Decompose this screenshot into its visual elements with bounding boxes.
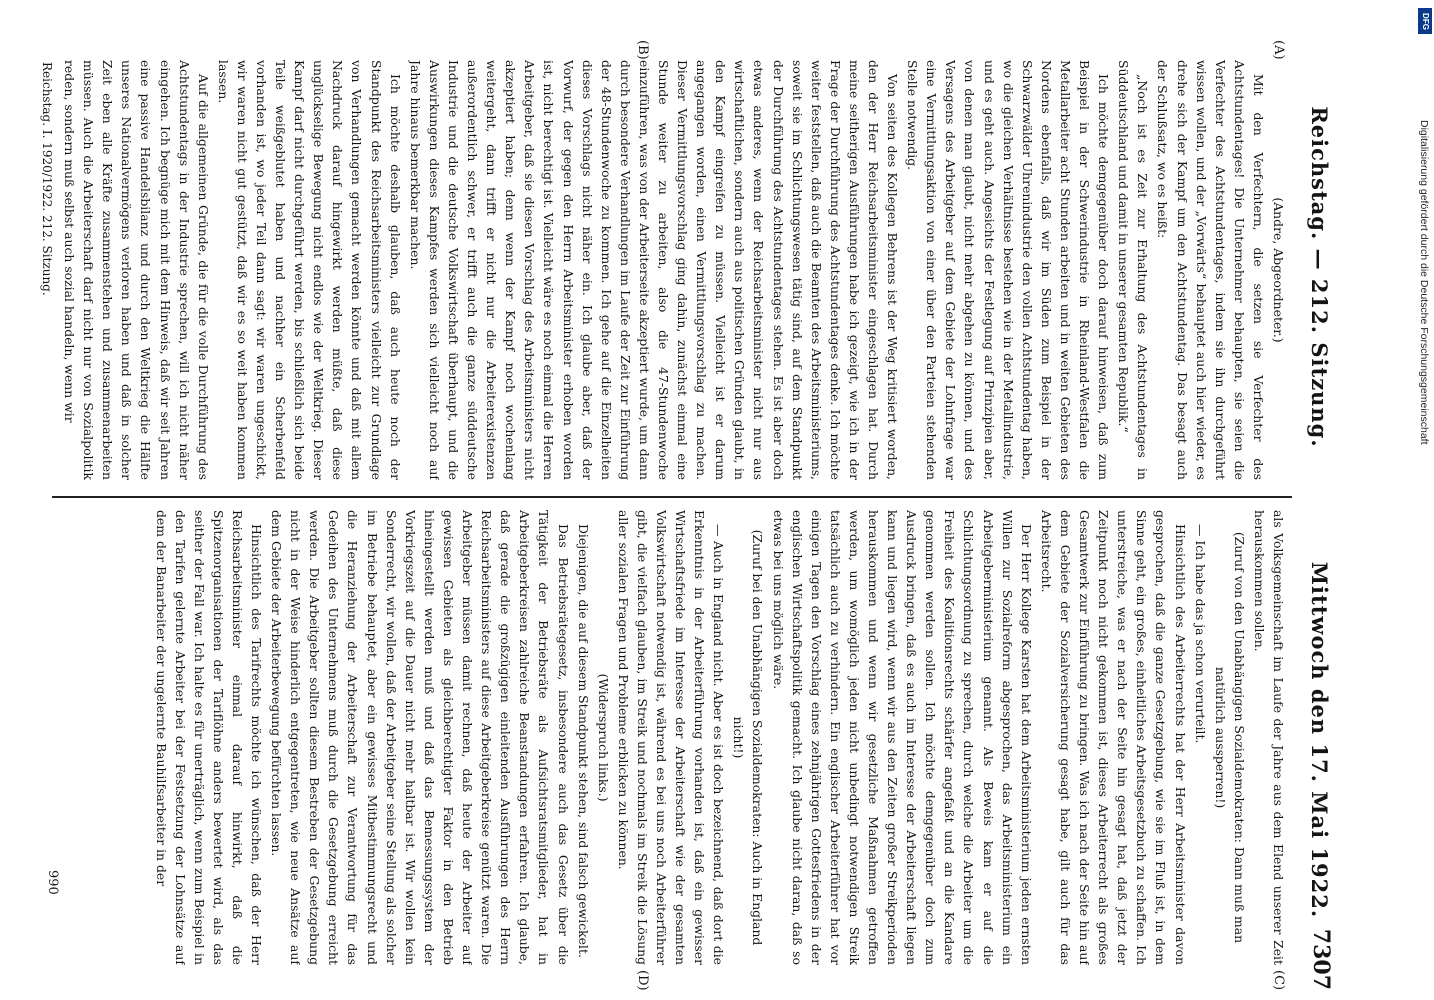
paragraph: — Ich habe das ja schon verurteilt. [1192,524,1208,744]
paragraph: „Noch ist es Zeit zur Erhaltung des Achtstundentages in Süddeutschland und damit in unserer gesamten Republik.“ [1116,60,1151,480]
margin-mark-d: (D) [635,970,650,991]
margin-mark-b: (B) [635,40,650,60]
running-header-left: Reichstag. — 212. Sitzung. [1307,106,1332,448]
paragraph: — Auch in England nicht. Aber es ist doch bezeichnend, daß dort die Erkenntnis in der Arbeiterführung vorhanden ist, daß ein gewisser Wirtschaftsfriede im Interesse der Arbeiterschaft wie der gesamten Volkswirtschaft notwendig ist, während es bei uns noch Arbeiterführer gibt, die vielfach glauben, im Streik und nochmals im Streik die Lösung aller sozialen Fragen und Probleme erblicken zu können. [615,510,727,965]
paragraph: als Volksgemeinschaft im Laufe der Jahre aus dem Elend unserer Zeit herauskommen sollen. [1251,510,1286,965]
paragraph: Diejenigen, die auf diesem Standpunkt stehen, sind falsch gewickelt. [575,524,591,958]
margin-mark-c: (C) [1271,970,1286,991]
paragraph: Hinsichtlich des Tarifrechts möchte ich wünschen, daß der Herr Reichsarbeitsminister einmal darauf hinwirkt, daß die Spitzenorganisationen der Tariflöhne anders bewertet wird, als das seither der Fall war. Ich halte es für unerträglich, wenn zum Beispiel in den Tarifen gelernte Arbeiter bei der Festsetzung der Lohnsätze auf dem der Banarbeiter der ungelernte Bauhilfsarbeiter in der [153,510,265,965]
paragraph: Ich möchte deshalb glauben, daß auch heute noch der Standpunkt des Reichsarbeitsministers vielleicht zur Grundlage von Verhandlungen gemacht werden könnte und daß mit allem Nachdruck darauf hingewirkt werden müßte, daß diese unglückselige Bewegung nicht endlos wie der Weltkrieg. Dieser Kampf darf nicht durchgeführt werden, bis schließlich sich beide Teile weißgeblutet haben und nachher ein Scherbenfeld vorhanden ist, wo jeder Teil dann sagt: wir waren ungeschickt, wir waren nicht gut gestützt, daß wir es so weit haben kommen lassen. [215,60,403,480]
paragraph: Hinsichtlich des Arbeiterrechts hat der Herr Arbeitsminister davon gesprochen, daß die ganze Gesetzgebung, wie sie im Fluß ist, in dem Sinne geht, ein großes, einheitliches Arbeitsgesetzbuch zu schaffen. Ich unterstreiche, was er nach der Seite hin gesagt hat, daß jetzt der Zeitpunkt noch nicht gekommen ist, dieses Arbeiterrecht als großes Gesamtwerk zur Einführung zu bringen. Was ich nach der Seite hin auf dem Gebiete der Sozialversicherung gesagt habe, gilt auch für das Arbeitsrecht. [1038,510,1188,965]
margin-mark-a: (A) [1271,40,1286,60]
paragraph: (Zuruf bei den Unabhängigen Sozialdemokraten: Auch in England nicht!) [731,529,766,946]
paragraph: (Widerspruch links.) [595,673,611,802]
paragraph: Auf die allgemeinen Gründe, die für die volle Durchführung des Achtstundentags in der Industrie sprechen, will ich nicht näher eingehen. Ich begnüge mich mit dem Hinweis, daß wir seit Jahren eine passive Handelsbilanz und durch den Weltkrieg die Hälfte unseres Nationalvermögens verloren haben und daß in solcher Zeit eben alle Kräfte zusammenstehen und zusammenarbeiten müssen. Auch die Arbeiterschaft darf nicht nur von Sozialpolitik reden, sondern muß selbst auch sozial handeln, wenn wir [62,60,211,480]
page-number: 7307 [1308,928,1334,990]
paragraph: Der Herr Kollege Karsten hat dem Arbeitsministerium jeden ernsten Willen zur Sozialreform abgesprochen, das Arbeitsministerium ein Arbeitgeberministerium genannt. Als Beweis kam er auf die Schlichtungsordnung zu sprechen, durch welche die Arbeiter um die Freiheit des Koalitionsrechts schärfer angefaßt und an die Kandare genommen werden sollen. Ich möchte demgegenüber doch zum Ausdruck bringen, daß es auch im Interesse der Arbeiterschaft liegen kann und liegen wird, wenn wir aus den Zeiten großer Streikperioden herauskommen und wenn wir gesetzliche Maßnahmen getroffen werden, um womöglich jeden nicht unbedingt notwendigen Streik tatsächlich auch zu verhindern. Ein englischer Arbeiterführer hat vor einigen Tagen den Vorschlag eines zehnjährigen Gottesfriedens in der englischen Wirtschaftspolitik gemacht. Ich glaube nicht daran, daß so etwas bei uns möglich wäre. [770,510,1034,965]
column-divider [52,496,1292,498]
digitization-note: Digitalisierung gefördert durch die Deutsche Forschungsgemeinschaft [1418,120,1430,445]
running-header-right: Mittwoch den 17. Mai 1922. [1307,561,1332,919]
dfg-logo-icon: DFG [1418,8,1432,34]
right-text-column [58,510,1288,965]
paragraph: (Andre, Abgeordneter.) [1271,197,1286,343]
paragraph: Ich möchte demgegenüber doch darauf hinweisen, daß zum Beispiel in der Schwerindustrie in Rheinland-Westfalen die Metallarbeiter acht Stunden arbeiten und in weiten Gebieten des Nordens ebenfalls, daß wir im Süden zum Beispiel in der Schwarzwälder Uhrenindustrie den vollen Achtstundentag haben, wo die gleichen Verhältnisse bestehen wie in der Metallindustrie, und es geht auch. Angesichts der Festlegung auf Prinzipien aber, von denen man glaubt, nicht mehr abgehen zu können, und des Versagens des Arbeitgeber auf dem Gebiete der Lohnfrage war eine Vermittlungsaktion von einer über den Parteien stehenden Stelle notwendig. [905,60,1112,480]
marginal-number: 990 [45,870,60,895]
paragraph: Mit den Verfechtern, die setzen sie Verfechter des Achtstundentages! Die Unternehmer behaupten, sie seien die Verfechter des Achtstundentages, indem sie ihn durchgeführt wissen wollen, und der „Vorwärts“ behauptet auch hier wieder, es drehe sich der Kampf um den Achtstundentag. Das besagt auch der Schlußsatz, wo es heißt: [1155,60,1266,480]
paragraph: Von seiten des Kollegen Behrens ist der Weg kritisiert worden, den der Herr Reichsarbeitsminister eingeschlagen hat. Durch meine seitherigen Ausführungen habe ich gezeigt, wie ich in der Frage der Durchführung des Achtstundentages denke. Ich möchte weiter feststellen, daß auch die Beamten des Arbeitsministeriums, soweit sie im Schlichtungswesen tätig sind, auf dem Standpunkt der Durchführung des Achtstundentages stehen. Es ist aber doch etwas anderes, wenn der Reichsarbeitsminister nicht nur aus wirtschaftlichen, sondern auch aus politischen Gründen glaubt, in den Kampf eingreifen zu müssen. Vielleicht ist er darum angegangen worden, einen Vermittlungsvorschlag zu machen. Dieser Vermittlungsvorschlag ging dahin, zunächst einmal eine Stunde weiter zu arbeiten, also die 47-Stundenwoche einzuführen, was von der Arbeiterseite akzeptiert wurde, um dann durch besondere Verhandlungen im Laufe der Zeit zur Einführung der 48-Stundenwoche zu kommen. Ich gehe auf die Einzelheiten dieses Vorschlags nicht näher ein. Ich glaube aber, daß der Vorwurf, der gegen den Herrn Arbeitsminister erhoben worden ist, nicht berechtigt ist. Vielleicht wäre es noch einmal die Herren Arbeitgeber, daß sie diesen Vorschlag des Arbeitsministers nicht akzeptiert haben; denn wenn der Kampf noch wochenlang weitergeht, dann trifft er nicht nur die Arbeiterexistenzen außerordentlich schwer, er trifft auch die ganze süddeutsche Industrie und die deutsche Volkswirtschaft überhaupt, und die Auswirkungen dieses Kampfes werden sich vielleicht noch auf Jahre hinaus bemerkbar machen. [407,60,901,480]
rotated-page-content [10,0,1350,1000]
paragraph: (Zuruf von den Unabhängigen Sozialdemokraten: Dann muß man natürlich aussperren!) [1212,531,1247,944]
paragraph: Das Betriebsrätegesetz, insbesondere auch das Gesetz über die Tätigkeit der Betriebsräte als Aufsichtsratsmitglieder, hat in Arbeitgeberkreisen zahlreiche Beanstandungen erfahren. Ich glaube, daß gerade die großzügigen einleitenden Ausführungen des Herrn Reichsarbeitsministers auf diese Arbeitgeberkreise genützt waren. Die Arbeitgeber müssen damit rechnen, daß heute der Arbeiter auf gewissen Gebieten als gleichberechtigter Faktor in den Betrieb hineingestellt werden muß und daß das Bemessungssystem der Vorkriegszeit auf die Dauer nicht mehr haltbar ist. Wir wollen kein Sonderrecht, wir wollen, daß der Arbeitgeber seine Stellung als solcher im Betriebe behauptet, aber ein gewisses Mitbestimmungsrecht und die Heranziehung der Arbeiterschaft zur Verantwortung für das Gedeihen des Unternehmens muß durch die Gesetzgebung erreicht werden. Die Arbeitgeber sollten diesem Bestreben der Gesetzgebung nicht in der Weise hinderlich entgegentreten, wie neue Ansätze auf dem Gebiete der Arbeiterbewegung befürchten lassen. [269,510,571,965]
left-text-column [58,60,1288,480]
page-footer: Reichstag. I. 1920/1922. 212. Sitzung. [40,62,54,296]
